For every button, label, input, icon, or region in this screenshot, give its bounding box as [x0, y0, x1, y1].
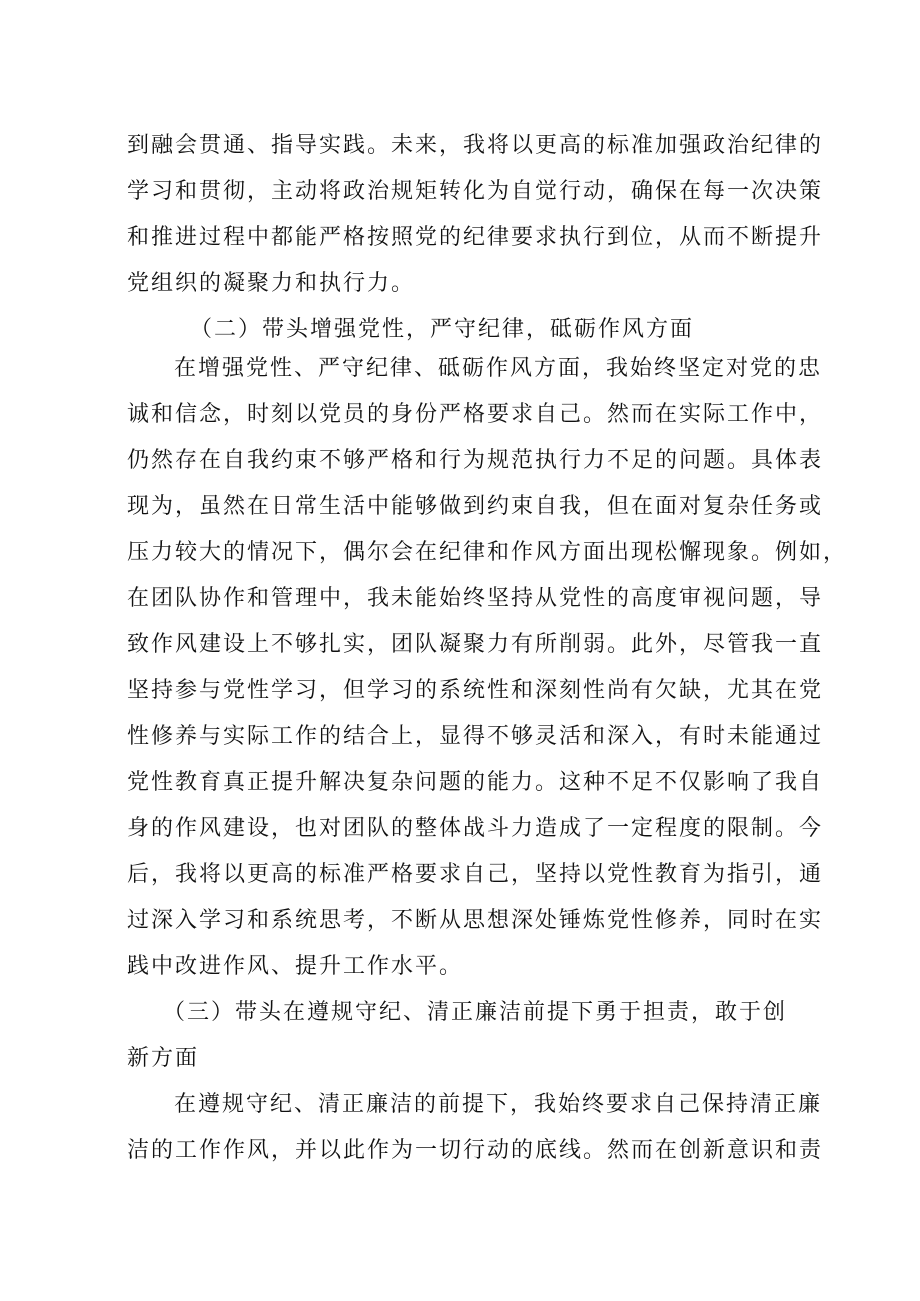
text-line: 身的作风建设，也对团队的整体战斗力造成了一定程度的限制。今 [127, 816, 824, 841]
text-line: 坚持参与党性学习，但学习的系统性和深刻性尚有欠缺，尤其在党 [127, 678, 824, 703]
text-line: 党组织的凝聚力和执行力。 [127, 271, 416, 296]
paragraph-start: 在增强党性、严守纪律、砥砺作风方面，我始终坚定对党的忠 [174, 356, 823, 381]
section-heading-3: （三）带头在遵规守纪、清正廉洁前提下勇于担责，敢于创 [163, 1000, 788, 1025]
text-line: 党性教育真正提升解决复杂问题的能力。这种不足不仅影响了我自 [127, 770, 824, 795]
text-line: 过深入学习和系统思考，不断从思想深处锤炼党性修养，同时在实 [127, 908, 824, 933]
section-heading-3-cont: 新方面 [127, 1046, 200, 1071]
text-line: 压力较大的情况下，偶尔会在纪律和作风方面出现松懈现象。例如， [127, 540, 848, 565]
text-line: 性修养与实际工作的结合上，显得不够灵活和深入，有时未能通过 [127, 724, 824, 749]
text-line: 践中改进作风、提升工作水平。 [127, 954, 464, 979]
text-line: 和推进过程中都能严格按照党的纪律要求执行到位，从而不断提升 [127, 225, 824, 250]
text-line: 现为，虽然在日常生活中能够做到约束自我，但在面对复杂任务或 [127, 494, 824, 519]
text-line: 到融会贯通、指导实践。未来，我将以更高的标准加强政治纪律的 [127, 133, 824, 158]
text-line: 诚和信念，时刻以党员的身份严格要求自己。然而在实际工作中， [127, 402, 824, 427]
text-line: 致作风建设上不够扎实，团队凝聚力有所削弱。此外，尽管我一直 [127, 632, 824, 657]
section-heading-2: （二）带头增强党性，严守纪律，砥砺作风方面 [190, 317, 695, 342]
text-line: 后，我将以更高的标准严格要求自己，坚持以党性教育为指引，通 [127, 862, 824, 887]
text-line: 学习和贯彻，主动将政治规矩转化为自觉行动，确保在每一次决策 [127, 179, 824, 204]
paragraph-start: 在遵规守纪、清正廉洁的前提下，我始终要求自己保持清正廉 [174, 1092, 823, 1117]
text-line: 在团队协作和管理中，我未能始终坚持从党性的高度审视问题，导 [127, 586, 824, 611]
text-line: 洁的工作作风，并以此作为一切行动的底线。然而在创新意识和责 [127, 1138, 824, 1163]
text-line: 仍然存在自我约束不够严格和行为规范执行力不足的问题。具体表 [127, 448, 824, 473]
